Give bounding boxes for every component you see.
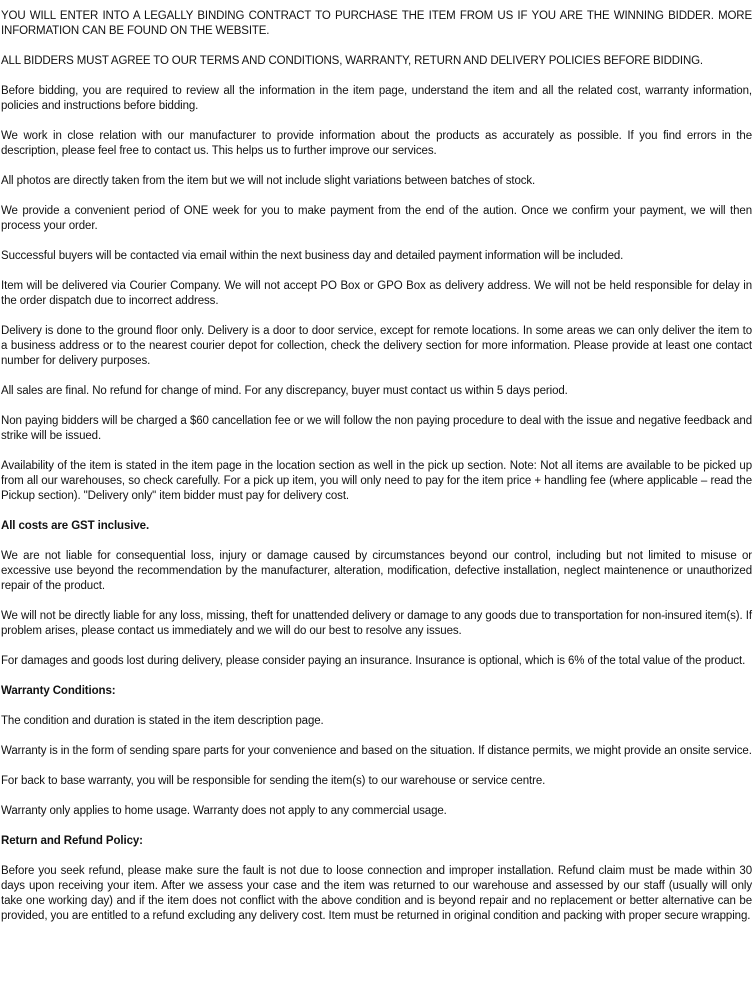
gst-heading: All costs are GST inclusive. xyxy=(1,520,150,532)
non-paying-bidders: Non paying bidders will be charged a $60 cancellation fee or we will follow the non paying procedure to deal with the issue and negative feedback and strike will be issued. xyxy=(1,415,752,442)
terms-document xyxy=(0,9,752,924)
return-refund-heading: Return and Refund Policy: xyxy=(1,835,143,847)
courier-delivery: Item will be delivered via Courier Company. We will not accept PO Box or GPO Box as delivery address. We will not be held responsible for delay in the order dispatch due to incorrect address. xyxy=(1,280,752,307)
back-to-base-warranty: For back to base warranty, you will be responsible for sending the item(s) to our warehouse or service centre. xyxy=(1,775,546,787)
refund-policy: Before you seek refund, please make sure the fault is not due to loose connection and improper installation. Refund claim must be made within 30 days upon receiving your item. After we assess your case and the item was returned to our warehouse and assessed by our staff (usually will only take one working day) and if the item does not conflict with the above condition and is beyond repair and no replacement or better alternative can be provided, you are entitled to a refund excluding any delivery cost. Item must be returned in original condition and packing with proper secure wrapping. xyxy=(1,865,752,922)
insurance-statement: For damages and goods lost during delivery, please consider paying an insurance. Insurance is optional, which is 6% of the total value of the product. xyxy=(1,655,746,667)
liability-statement: We are not liable for consequential loss, injury or damage caused by circumstances beyond our control, including but not limited to misuse or excessive use beyond the recommendation by the manufacturer, alteration, modification, defective installation, neglect maintenence or unauthorized repair of the product. xyxy=(1,550,752,592)
home-usage-warranty: Warranty only applies to home usage. Warranty does not apply to any commercial usage. xyxy=(1,805,447,817)
delivery-details: Delivery is done to the ground floor only. Delivery is a door to door service, except for remote locations. In some areas we can only deliver the item to a business address or to the nearest courier depot for collection, check the delivery section for more information. Please provide at least one contact number for delivery purposes. xyxy=(1,325,752,367)
agreement-notice: ALL BIDDERS MUST AGREE TO OUR TERMS AND CONDITIONS, WARRANTY, RETURN AND DELIVERY POLICIES BEFORE BIDDING. xyxy=(1,55,703,67)
contract-notice: YOU WILL ENTER INTO A LEGALLY BINDING CONTRACT TO PURCHASE THE ITEM FROM US IF YOU ARE THE WINNING BIDDER. MORE INFORMATION CAN BE FOUND ON THE WEBSITE. xyxy=(1,10,752,37)
availability-pickup: Availability of the item is stated in the item page in the location section as well in the pick up section. Note: Not all items are available to be picked up from all our warehouses, so check carefully. For a pick up item, you will only need to pay for the item price + handling fee (where applicable – read the Pickup section). "Delivery only" item bidder must pay for delivery cost. xyxy=(1,460,752,502)
accuracy-statement: We work in close relation with our manufacturer to provide information about the products as accurately as possible. If you find errors in the description, please feel free to contact us. This helps us to further improve our services. xyxy=(1,130,752,157)
warranty-heading: Warranty Conditions: xyxy=(1,685,116,697)
warranty-form: Warranty is in the form of sending spare parts for your convenience and based on the situation. If distance permits, we might provide an onsite service. xyxy=(1,745,752,757)
payment-period: We provide a convenient period of ONE week for you to make payment from the end of the aution. Once we confirm your payment, we will then process your order. xyxy=(1,205,752,232)
photos-statement: All photos are directly taken from the item but we will not include slight variations between batches of stock. xyxy=(1,175,536,187)
review-before-bidding: Before bidding, you are required to review all the information in the item page, understand the item and all the related cost, warranty information, policies and instructions before bidding. xyxy=(1,85,752,112)
sales-final: All sales are final. No refund for change of mind. For any discrepancy, buyer must contact us within 5 days period. xyxy=(1,385,568,397)
warranty-duration: The condition and duration is stated in the item description page. xyxy=(1,715,324,727)
buyer-contact: Successful buyers will be contacted via email within the next business day and detailed payment information will be included. xyxy=(1,250,624,262)
transport-liability: We will not be directly liable for any loss, missing, theft for unattended delivery or damage to any goods due to transportation for non-insured item(s). If problem arises, please contact us immediately and we will do our best to resolve any issues. xyxy=(1,610,752,637)
